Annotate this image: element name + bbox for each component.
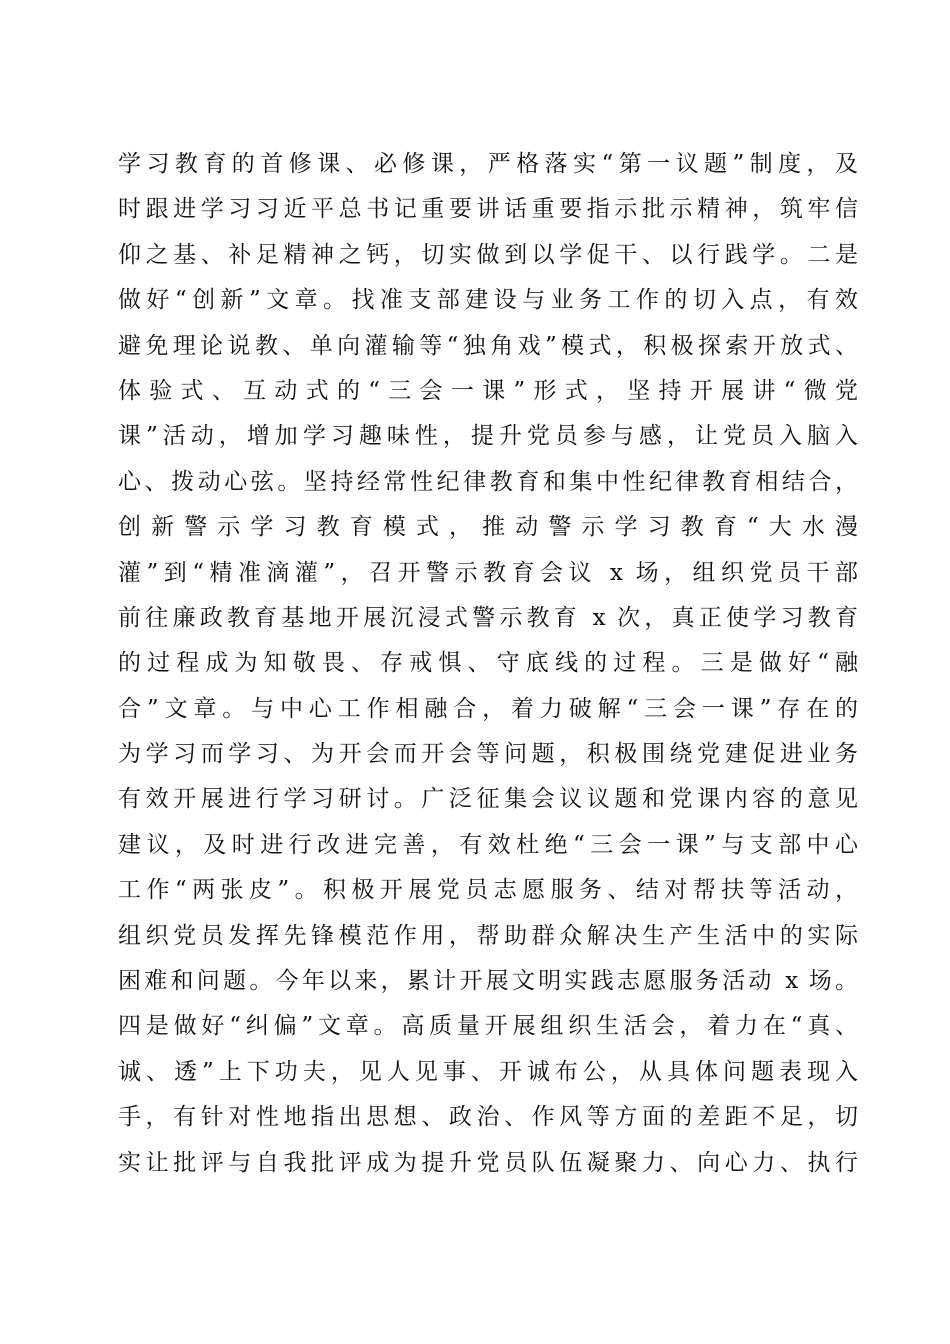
text-line: 困难和问题。今年以来，累计开展文明实践志愿服务活动 x 场。 xyxy=(118,968,858,995)
text-line: 为学习而学习、为开会而开会等问题，积极围绕党建促进业务 xyxy=(118,741,858,768)
text-line: 建议，及时进行改进完善，有效杜绝“三会一课”与支部中心 xyxy=(118,831,858,858)
body-paragraph xyxy=(118,142,858,1186)
text-line: 仰之基、补足精神之钙，切实做到以学促干、以行践学。二是 xyxy=(118,241,858,268)
text-line: 前往廉政教育基地开展沉浸式警示教育 x 次，真正使学习教育 xyxy=(118,604,858,631)
text-line: 合”文章。与中心工作相融合，着力破解“三会一课”存在的 xyxy=(118,695,858,722)
text-line: 诚、透”上下功夫，见人见事、开诚布公，从具体问题表现入 xyxy=(118,1058,858,1085)
text-line: 做好“创新”文章。找准支部建设与业务工作的切入点，有效 xyxy=(118,287,858,314)
text-line: 时跟进学习习近平总书记重要讲话重要指示批示精神，筑牢信 xyxy=(118,196,858,223)
text-line: 工作“两张皮”。积极开展党员志愿服务、结对帮扶等活动， xyxy=(118,877,858,904)
text-line: 课”活动，增加学习趣味性，提升党员参与感，让党员入脑入 xyxy=(118,423,858,450)
text-line: 学习教育的首修课、必修课，严格落实“第一议题”制度，及 xyxy=(118,151,858,177)
text-line: 避免理论说教、单向灌输等“独角戏”模式，积极探索开放式、 xyxy=(118,332,858,359)
text-line: 心、拨动心弦。坚持经常性纪律教育和集中性纪律教育相结合， xyxy=(118,468,858,495)
text-line: 灌”到“精准滴灌”，召开警示教育会议 x 场，组织党员干部 xyxy=(118,559,858,586)
text-line: 有效开展进行学习研讨。广泛征集会议议题和党课内容的意见 xyxy=(118,786,858,813)
text-line: 创新警示学习教育模式，推动警示学习教育“大水漫 xyxy=(118,514,858,541)
text-line: 四是做好“纠偏”文章。高质量开展组织生活会，着力在“真、 xyxy=(118,1013,858,1040)
text-line: 实让批评与自我批评成为提升党员队伍凝聚力、向心力、执行 xyxy=(118,1149,858,1176)
text-line: 组织党员发挥先锋模范作用，帮助群众解决生产生活中的实际 xyxy=(118,922,858,949)
text-line: 手，有针对性地指出思想、政治、作风等方面的差距不足，切 xyxy=(118,1104,858,1131)
text-line: 的过程成为知敬畏、存戒惧、守底线的过程。三是做好“融 xyxy=(118,650,858,677)
text-line: 体验式、互动式的“三会一课”形式，坚持开展讲“微党 xyxy=(118,377,858,404)
